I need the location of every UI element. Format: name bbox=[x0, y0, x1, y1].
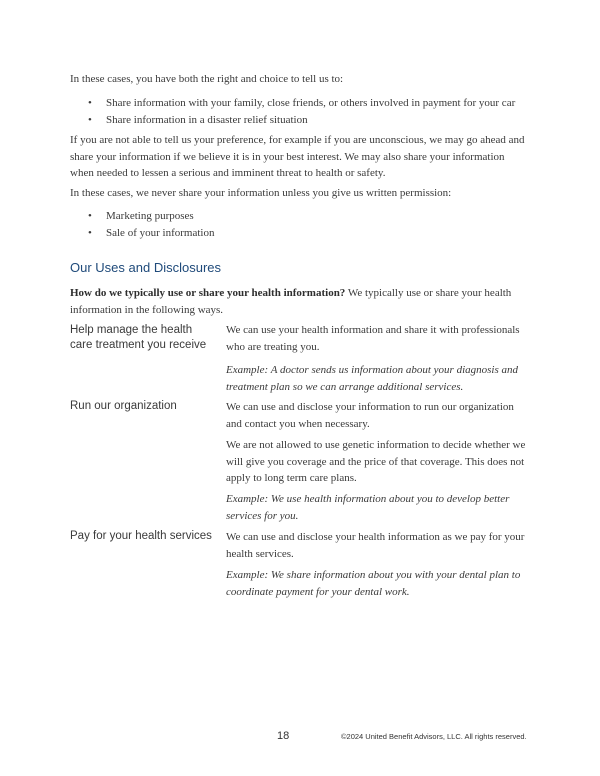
copyright-notice: ©2024 United Benefit Advisors, LLC. All rights reserved. bbox=[341, 732, 527, 741]
list-item: • Marketing purposes bbox=[70, 208, 525, 225]
row-example-organization: Example: We use health information about you to develop better services for you. bbox=[226, 493, 510, 522]
page-number: 18 bbox=[277, 730, 290, 742]
row-text-treatment: We can use your health information and share it with professionals who are treating you. bbox=[226, 324, 520, 353]
row-example-treatment: Example: A doctor sends us information about your diagnosis and treatment plan so we can arrange additional services. bbox=[226, 364, 519, 393]
row-text-organization: We can use and disclose your information to run our organization and contact you when necessary. bbox=[226, 401, 514, 430]
unable-preference-paragraph: If you are not able to tell us your preference, for example if you are unconscious, we may go ahead and share your information if we believe it is in your best interest. We may also share your information when needed to lessen a serious and imminent threat to health or safety. bbox=[70, 134, 525, 179]
question-bold: How do we typically use or share your health information? bbox=[70, 287, 346, 299]
row-label-treatment: Help manage the health care treatment you receive bbox=[70, 324, 207, 351]
list-item: • Share information with your family, close friends, or others involved in payment for your car bbox=[70, 95, 525, 112]
question-rest: We typically use or share your health information in the following ways. bbox=[70, 287, 512, 316]
share-choice-list bbox=[70, 95, 525, 128]
row-text2-organization: We are not allowed to use genetic information to decide whether we will give you coverage and the price of that coverage. This does not apply to long term care plans. bbox=[226, 439, 526, 484]
section-heading: Our Uses and Disclosures bbox=[70, 260, 221, 275]
list-item: • Share information in a disaster relief situation bbox=[70, 112, 525, 129]
never-share-text: In these cases, we never share your information unless you give us written permission: bbox=[70, 187, 452, 199]
list-item: • Sale of your information bbox=[70, 225, 525, 242]
row-example-payment: Example: We share information about you with your dental plan to coordinate payment for your dental work. bbox=[226, 569, 521, 598]
row-text-payment: We can use and disclose your health information as we pay for your health services. bbox=[226, 531, 525, 560]
row-label-payment: Pay for your health services bbox=[70, 530, 212, 542]
right-choice-text: In these cases, you have both the right and choice to tell us to: bbox=[70, 73, 344, 85]
uses-question-paragraph bbox=[70, 285, 525, 318]
never-share-list bbox=[70, 208, 525, 241]
row-label-organization: Run our organization bbox=[70, 400, 177, 412]
